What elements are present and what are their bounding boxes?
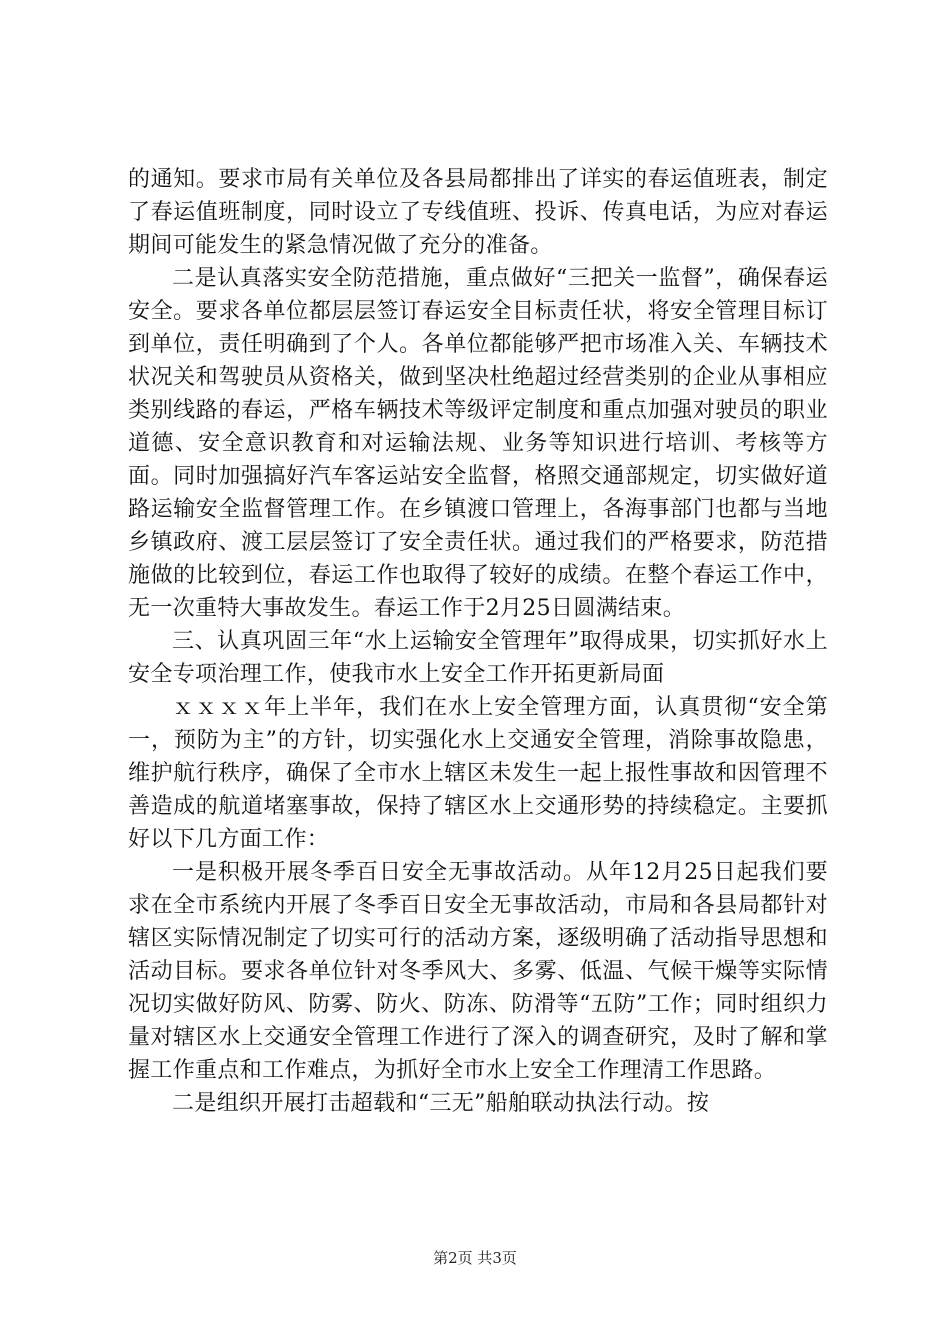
paragraph-5: 一是积极开展冬季百日安全无事故活动。从年12月25日起我们要求在全市系统内开展了冬季百日安全无事故活动，市局和各县局都针对辖区实际情况制定了切实可行的活动方案，逐级明确了活动指导思想和活动目标。要求各单位针对冬季风大、多雾、低温、气候干燥等实际情况切实做好防风、防雾、防火、防冻、防滑等“五防”工作；同时组织力量对辖区水上交通安全管理工作进行了深入的调查研究，及时了解和掌握工作重点和工作难点，为抓好全市水上安全工作理清工作思路。 xyxy=(128,860,828,1083)
paragraph-1: 的通知。要求市局有关单位及各县局都排出了详实的春运值班表，制定了春运值班制度，同时设立了专线值班、投诉、传真电话，为应对春运期间可能发生的紧急情况做了充分的准备。 xyxy=(128,167,828,258)
section-heading-3: 三、认真巩固三年“水上运输安全管理年”取得成果，切实抓好水上安全专项治理工作，使我市水上安全工作开拓更新局面 xyxy=(128,629,828,687)
paragraph-2: 二是认真落实安全防范措施，重点做好“三把关一监督”，确保春运安全。要求各单位都层层签订春运安全目标责任状，将安全管理目标订到单位，责任明确到了个人。各单位都能够严把市场准入关、车辆技术状况关和驾驶员从资格关，做到坚决杜绝超过经营类别的企业从事相应类别线路的春运，严格车辆技术等级评定制度和重点加强对驶员的职业道德、安全意识教育和对运输法规、业务等知识进行培训、考核等方面。同时加强搞好汽车客运站安全监督，格照交通部规定，切实做好道路运输安全监督管理工作。在乡镇渡口管理上，各海事部门也都与当地乡镇政府、渡工层层签订了安全责任状。通过我们的严格要求，防范措施做的比较到位，春运工作也取得了较好的成绩。在整个春运工作中，无一次重特大事故发生。春运工作于2月25日圆满结束。 xyxy=(128,266,828,621)
paragraph-6: 二是组织开展打击超载和“三无”船舶联动执法行动。按 xyxy=(172,1091,710,1116)
document-body xyxy=(128,163,828,1120)
paragraph-4: ｘｘｘｘ年上半年，我们在水上安全管理方面，认真贯彻“安全第一，预防为主”的方针，切实强化水上交通安全管理，消除事故隐患，维护航行秩序，确保了全市水上辖区未发生一起上报性事故和因管理不善造成的航道堵塞事故，保持了辖区水上交通形势的持续稳定。主要抓好以下几方面工作： xyxy=(128,695,828,852)
page-number-footer: 第2页 共3页 xyxy=(433,1249,517,1267)
